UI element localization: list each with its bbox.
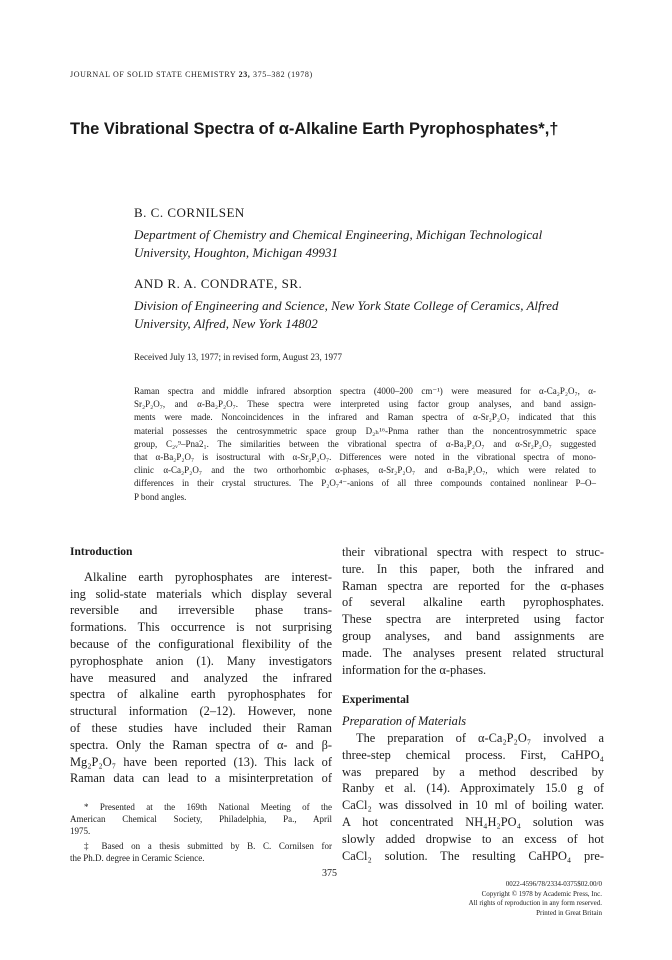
affiliation-line: Department of Chemistry and Chemical Engineering, Michigan Technological	[134, 227, 543, 242]
body-line: spectra. Only the Raman spectra of α- and β-	[70, 737, 332, 752]
copyright-line: Copyright © 1978 by Academic Press, Inc.	[481, 889, 602, 898]
body-line: The preparation of α-Ca₂P₂O₇ involved a	[356, 730, 604, 745]
left-column	[70, 544, 332, 864]
abstract-line: material possesses the centrosymmetric space group D₂ₕ¹⁶-Pnma rather than the noncentrosymmetric space	[134, 425, 596, 436]
section-heading-experimental: Experimental	[342, 694, 410, 707]
footnote-line: the Ph.D. degree in Ceramic Science.	[70, 853, 205, 864]
body-line: CaCl₂ solution. The resulting CaHPO₄ pre-	[342, 848, 604, 863]
body-line: ing solid-state materials which display several	[70, 586, 332, 601]
abstract-line: clinic α-Ca₂P₂O₇ and the two orthorhombic α-phases, α-Sr₂P₂O₇ and α-Ba₂P₂O₇, which were related to	[134, 465, 596, 476]
journal-name: JOURNAL OF SOLID STATE CHEMISTRY	[70, 70, 236, 79]
body-line: spectra of alkaline earth pyrophosphates for	[70, 687, 332, 702]
footnotes	[70, 801, 332, 864]
subsection-heading: Preparation of Materials	[342, 714, 467, 729]
abstract-line: Sr₂P₂O₇, and α-Ba₂P₂O₇. These spectra were interpreted using factor group analyses, and band assign-	[134, 399, 596, 410]
abstract-line: differences in their crystal structures. The P₂O₇⁴⁻-anions of all three compounds contained nonlinear P–O–	[134, 478, 596, 489]
body-line: information for the α-phases.	[342, 662, 487, 677]
section-heading-introduction: Introduction	[70, 546, 133, 558]
journal-pages-year: 375–382 (1978)	[253, 70, 313, 79]
body-line: Mg₂P₂O₇ have been reported (13). This lack of	[70, 754, 332, 769]
received-dates: Received July 13, 1977; in revised form, August 23, 1977	[134, 352, 342, 362]
abstract-line: group, C₂ᵥ⁹–Pna2₁. The similarities between the vibrational spectra of α-Ba₂P₂O₇ and α-Sr₂P₂O₇ suggested	[134, 438, 596, 449]
footnote-line: American Chemical Society, Philadelphia, Pa., April	[70, 814, 332, 825]
abstract-line: ments were made. Noncoincidences in the infrared and Raman spectra of α-Sr₂P₂O₇ indicated that this	[134, 412, 596, 423]
abstract-line: that α-Ba₂P₂O₇ is isostructural with α-Sr₂P₂O₇. Differences were noted in the vibrational spectra of mono-	[134, 452, 596, 463]
abstract-line: Raman spectra and middle infrared absorption spectra (4000–200 cm⁻¹) were measured for α-Ca₂P₂O₇, α-	[134, 386, 596, 396]
copyright-line: Printed in Great Britain	[536, 908, 602, 917]
paper-title: The Vibrational Spectra of α-Alkaline Earth Pyrophosphates*,†	[70, 120, 559, 138]
abstract-line: P bond angles.	[134, 491, 187, 502]
right-column	[342, 544, 604, 864]
body-line: These spectra are interpreted using factor	[342, 612, 604, 627]
footnote-line: * Presented at the 169th National Meeting of the	[84, 802, 332, 813]
body-line: of these studies have included their Raman	[70, 720, 332, 735]
footnote-line: 1975.	[70, 826, 91, 837]
footnote-line: ‡ Based on a thesis submitted by B. C. Cornilsen for	[84, 841, 332, 852]
author-1-affiliation	[134, 226, 614, 262]
affiliation-line: Division of Engineering and Science, New York State College of Ceramics, Alfred	[134, 298, 559, 313]
body-line: pyrophosphate anion (1). Many investigators	[70, 653, 332, 668]
copyright-line: 0022-4596/78/2334-0375$02.00/0	[505, 880, 602, 888]
abstract	[134, 385, 596, 504]
body-line: reversible and irreversible phase trans-	[70, 603, 332, 618]
body-line: ture. In this paper, both the infrared and	[342, 561, 604, 576]
body-line: three-step chemical process. First, CaHPO₄	[342, 747, 604, 762]
body-line: made. The analyses present related structural	[342, 645, 604, 660]
affiliation-line: University, Alfred, New York 14802	[134, 316, 318, 331]
journal-volume: 23,	[238, 70, 251, 79]
body-line: slowly added dropwise to an excess of hot	[342, 831, 604, 846]
page-number: 375	[322, 868, 337, 879]
body-line: have measured and analyzed the infrared	[70, 670, 332, 685]
body-line: because of the configurational flexibility of the	[70, 636, 332, 651]
copyright-line: All rights of reproduction in any form reserved.	[468, 899, 602, 907]
body-line: Raman data can lead to a misinterpretation of	[70, 771, 332, 786]
author-1-name: B. C. CORNILSEN	[134, 205, 245, 220]
author-2-affiliation	[134, 297, 614, 333]
copyright-block	[469, 880, 602, 918]
body-line: Alkaline earth pyrophosphates are interest-	[84, 569, 332, 584]
body-line: Ranby et al. (14). Approximately 15.0 g of	[342, 781, 604, 796]
body-line: A hot concentrated NH₄H₂PO₄ solution was	[342, 814, 604, 829]
body-line: group analyses, and band assignments are	[342, 628, 604, 643]
body-line: Raman spectra are reported for the α-phases	[342, 578, 604, 593]
body-line: was prepared by a method described by	[342, 764, 604, 779]
body-line: their vibrational spectra with respect to struc-	[342, 545, 604, 559]
affiliation-line: University, Houghton, Michigan 49931	[134, 245, 339, 260]
body-line: of several alkaline earth pyrophosphates.	[342, 595, 604, 610]
body-line: CaCl₂ was dissolved in 10 ml of boiling water.	[342, 798, 604, 813]
author-2-name: AND R. A. CONDRATE, SR.	[134, 276, 303, 291]
journal-header	[70, 70, 313, 79]
body-line: formations. This occurrence is not surprising	[70, 620, 332, 635]
body-line: structural information (2–12). However, none	[70, 704, 332, 719]
